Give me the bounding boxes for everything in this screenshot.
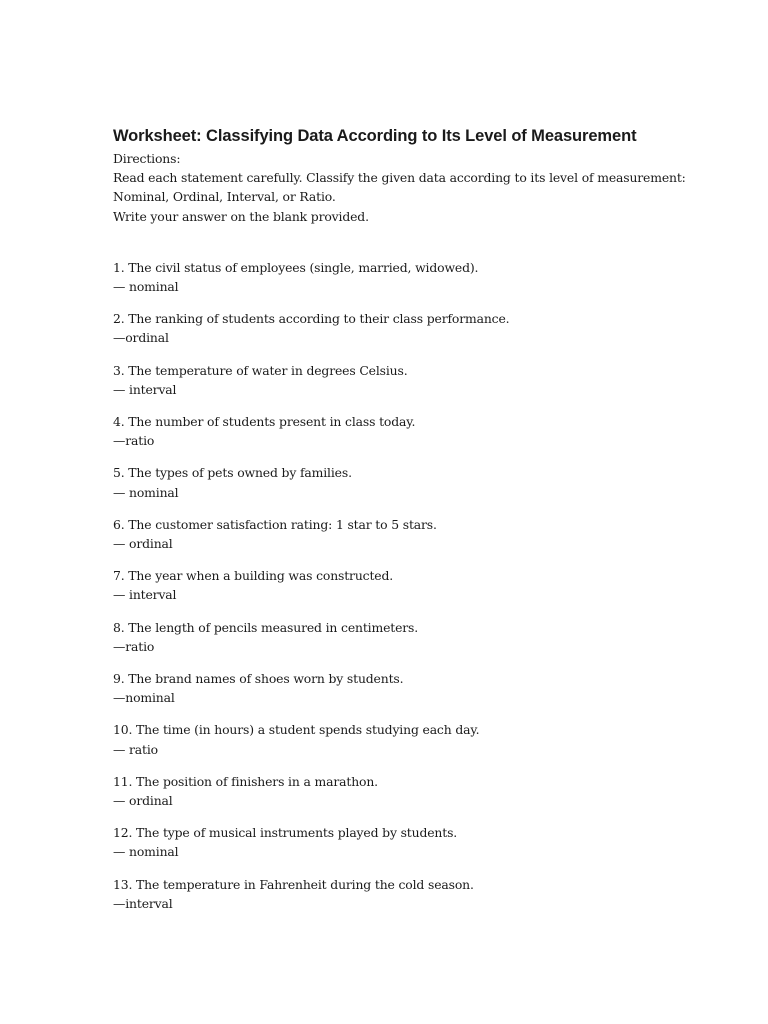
directions-line: Nominal, Ordinal, Interval, or Ratio. <box>113 189 336 205</box>
question-text: 12. The type of musical instruments played by students. <box>113 825 458 841</box>
directions-line: Read each statement carefully. Classify the given data according to its level of measurement: <box>113 170 686 186</box>
question-text: 3. The temperature of water in degrees Celsius. <box>113 362 408 378</box>
question-text: 10. The time (in hours) a student spends studying each day. <box>113 722 480 738</box>
question-text: 4. The number of students present in class today. <box>113 413 416 429</box>
question-text: 9. The brand names of shoes worn by students. <box>113 670 404 686</box>
answer-text: —ratio <box>113 638 155 654</box>
answer-text: — nominal <box>113 279 179 295</box>
answer-text: — interval <box>113 587 177 603</box>
question-item <box>113 258 693 309</box>
answer-text: — ordinal <box>113 792 173 808</box>
directions-line: Write your answer on the blank provided. <box>113 208 369 224</box>
question-item <box>113 823 693 874</box>
question-text: 1. The civil status of employees (single, married, widowed). <box>113 259 479 275</box>
worksheet-title: Worksheet: Classifying Data According to Its Level of Measurement <box>113 127 637 145</box>
answer-text: —interval <box>113 895 173 911</box>
question-text: 8. The length of pencils measured in centimeters. <box>113 619 419 635</box>
question-text: 11. The position of finishers in a marathon. <box>113 773 378 789</box>
question-item <box>113 412 693 463</box>
answer-text: — ordinal <box>113 535 173 551</box>
question-text: 13. The temperature in Fahrenheit during the cold season. <box>113 876 474 892</box>
question-list <box>113 258 693 926</box>
question-item <box>113 515 693 566</box>
question-item <box>113 566 693 617</box>
question-text: 5. The types of pets owned by families. <box>113 465 352 481</box>
answer-text: — nominal <box>113 844 179 860</box>
question-text: 2. The ranking of students according to their class performance. <box>113 311 510 327</box>
question-item <box>113 361 693 412</box>
answer-text: —ordinal <box>113 330 169 346</box>
question-item <box>113 720 693 771</box>
answer-text: — nominal <box>113 484 179 500</box>
question-item <box>113 309 693 360</box>
answer-text: —nominal <box>113 690 175 706</box>
answer-text: — ratio <box>113 741 158 757</box>
question-item <box>113 772 693 823</box>
directions-heading: Directions: <box>113 151 181 166</box>
question-item <box>113 618 693 669</box>
question-text: 7. The year when a building was constructed. <box>113 568 394 584</box>
question-item <box>113 463 693 514</box>
directions-block <box>113 149 693 226</box>
question-item <box>113 875 693 926</box>
question-text: 6. The customer satisfaction rating: 1 star to 5 stars. <box>113 516 437 532</box>
document-body <box>113 124 693 926</box>
answer-text: — interval <box>113 381 177 397</box>
question-item <box>113 669 693 720</box>
answer-text: —ratio <box>113 433 155 449</box>
